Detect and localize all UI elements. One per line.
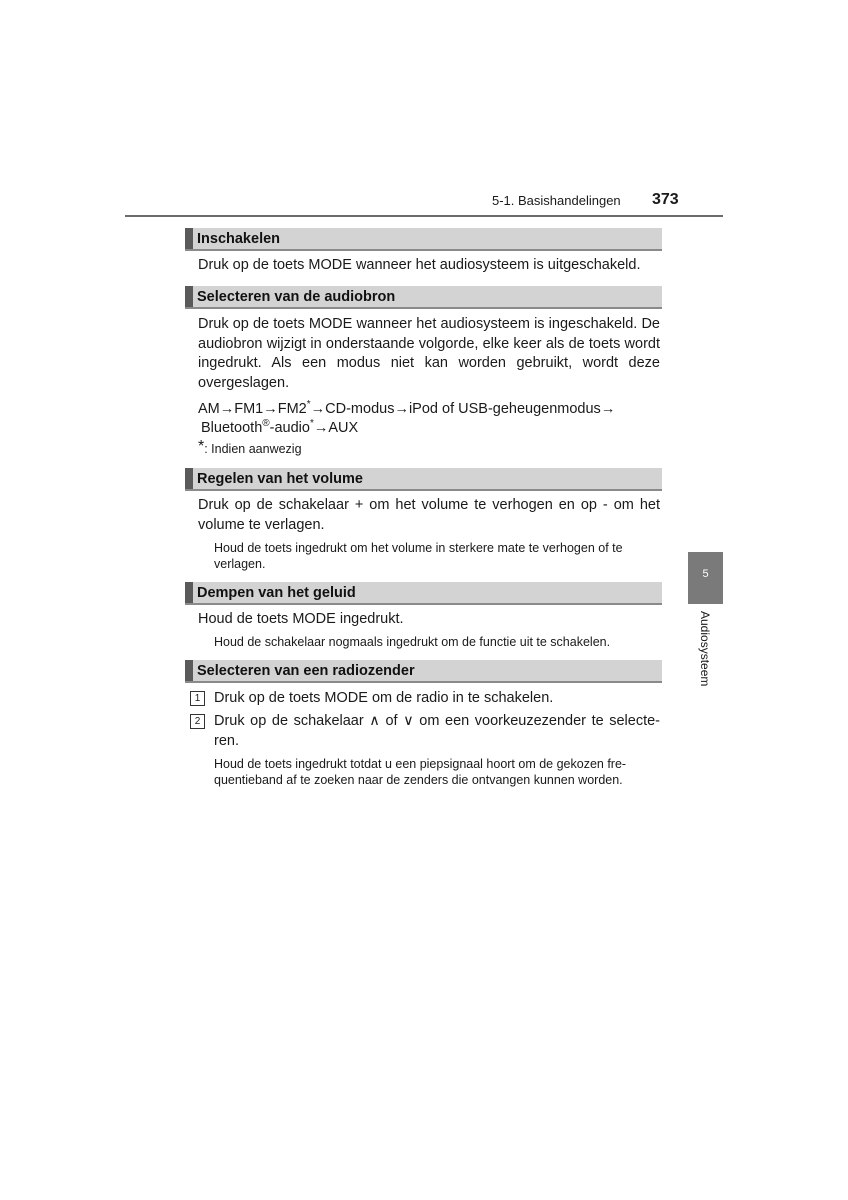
step-number: 1 <box>190 691 205 706</box>
header-divider <box>125 215 723 217</box>
section-title: Selecteren van een radiozender <box>197 663 415 679</box>
select-source-text: Druk op de toets MODE wanneer het audiosysteem is ingeschakeld. De audiobron wijzigt in onderstaande volgorde, elke keer als de toets wordt ingedrukt. Als een modus niet kan worden gebruikt, wordt deze overgeslagen. <box>198 316 660 391</box>
section-header-mute <box>185 582 662 605</box>
power-on-text: Druk op de toets MODE wanneer het audiosysteem is uitgeschakeld. <box>198 257 641 273</box>
section-title: Dempen van het geluid <box>197 585 356 601</box>
chapter-label: Audiosysteem <box>698 611 712 687</box>
section-marker <box>185 660 193 681</box>
chapter-tab: 5 <box>688 552 723 604</box>
step-text: Druk op de schakelaar ∧ of ∨ om een voorkeuzezender te selecte-ren. <box>214 713 660 749</box>
section-title: Selecteren van de audiobron <box>197 289 396 305</box>
section-marker <box>185 582 193 603</box>
footnote: *: Indien aanwezig <box>198 438 302 456</box>
volume-note: Houd de toets ingedrukt om het volume in sterkere mate te verhogen of te verlagen. <box>214 541 623 571</box>
section-header-volume <box>185 468 662 491</box>
footnote-mark: * <box>198 438 205 455</box>
section-header-select-source <box>185 286 662 309</box>
source-sequence-line-2: Bluetooth®-audio*→AUX <box>201 418 359 436</box>
step-text: Druk op de toets MODE om de radio in te schakelen. <box>214 690 554 706</box>
section-header-radio <box>185 660 662 683</box>
mute-text: Houd de toets MODE ingedrukt. <box>198 611 404 627</box>
step-number: 2 <box>190 714 205 729</box>
page-number: 373 <box>652 191 679 208</box>
section-heading: 5-1. Basishandelingen <box>492 193 621 208</box>
section-marker <box>185 286 193 307</box>
radio-note: Houd de toets ingedrukt totdat u een piepsignaal hoort om de gekozen fre-quentieband af te zoeken naar de zenders die ontvangen kunnen worden. <box>214 757 627 787</box>
volume-text: Druk op de schakelaar + om het volume te verhogen en op - om het volume te verlagen. <box>198 497 660 533</box>
section-marker <box>185 468 193 489</box>
section-marker <box>185 228 193 249</box>
source-sequence-line-1: AM→FM1→FM2*→CD-modus→iPod of USB-geheugenmodus→ <box>198 399 616 417</box>
mute-note: Houd de schakelaar nogmaals ingedrukt om de functie uit te schakelen. <box>214 635 611 649</box>
section-title: Regelen van het volume <box>197 471 363 487</box>
section-title: Inschakelen <box>197 231 281 247</box>
section-header-power-on <box>185 228 662 251</box>
